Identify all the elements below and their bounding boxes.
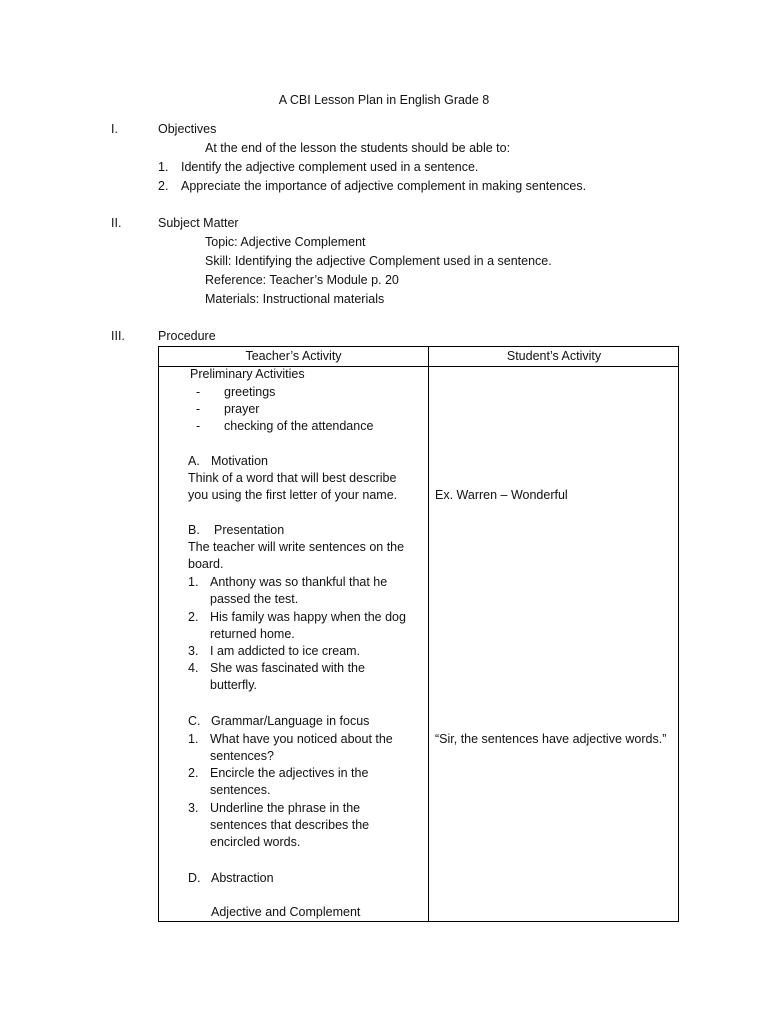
- grammar-letter: C.: [188, 714, 201, 728]
- item-line: Underline the phrase in the: [210, 801, 361, 815]
- section-heading-objectives: Objectives: [158, 122, 217, 136]
- column-divider: [428, 347, 429, 921]
- objective-text: Appreciate the importance of adjective complement in making sentences.: [181, 179, 587, 193]
- presentation-heading: Presentation: [214, 523, 285, 537]
- dash-bullet: -: [196, 419, 201, 433]
- presentation-text-line: The teacher will write sentences on the: [188, 540, 405, 554]
- objective-number: 1.: [158, 160, 169, 174]
- header-teacher-activity: Teacher’s Activity: [245, 349, 342, 363]
- item-line: I am addicted to ice cream.: [210, 644, 361, 658]
- item-line: passed the test.: [210, 592, 299, 606]
- item-number: 1.: [188, 732, 199, 746]
- item-number: 2.: [188, 766, 199, 780]
- item-number: 3.: [188, 644, 199, 658]
- document-title: A CBI Lesson Plan in English Grade 8: [278, 93, 490, 107]
- subject-reference: Reference: Teacher’s Module p. 20: [205, 273, 399, 287]
- item-line: Encircle the adjectives in the: [210, 766, 369, 780]
- objective-number: 2.: [158, 179, 169, 193]
- preliminary-item-text: checking of the attendance: [224, 419, 374, 433]
- subject-materials: Materials: Instructional materials: [205, 292, 385, 306]
- header-student-activity: Student’s Activity: [506, 349, 602, 363]
- item-number: 3.: [188, 801, 199, 815]
- item-line: His family was happy when the dog: [210, 610, 406, 624]
- item-line: encircled words.: [210, 835, 301, 849]
- preliminary-item-text: greetings: [224, 385, 276, 399]
- subject-skill: Skill: Identifying the adjective Complement used in a sentence.: [205, 254, 552, 268]
- item-line: sentences.: [210, 783, 271, 797]
- item-number: 1.: [188, 575, 199, 589]
- section-numeral-procedure: III.: [111, 329, 125, 343]
- section-heading-procedure: Procedure: [158, 329, 216, 343]
- item-line: sentences that describes the: [210, 818, 370, 832]
- item-line: butterfly.: [210, 678, 258, 692]
- presentation-text-line: board.: [188, 557, 224, 571]
- abstraction-heading: Abstraction: [211, 871, 274, 885]
- grammar-heading: Grammar/Language in focus: [211, 714, 370, 728]
- item-line: She was fascinated with the: [210, 661, 365, 675]
- item-number: 4.: [188, 661, 199, 675]
- student-response-motivation: Ex. Warren – Wonderful: [435, 488, 568, 502]
- item-line: sentences?: [210, 749, 274, 763]
- motivation-heading: Motivation: [211, 454, 268, 468]
- preliminary-item-text: prayer: [224, 402, 260, 416]
- section-numeral-subject-matter: II.: [111, 216, 122, 230]
- motivation-text-line: you using the first letter of your name.: [188, 488, 398, 502]
- item-line: returned home.: [210, 627, 295, 641]
- dash-bullet: -: [196, 385, 201, 399]
- procedure-table: [158, 346, 679, 922]
- section-numeral-objectives: I.: [111, 122, 118, 136]
- abstraction-subheading: Adjective and Complement: [211, 905, 361, 919]
- dash-bullet: -: [196, 402, 201, 416]
- subject-topic: Topic: Adjective Complement: [205, 235, 366, 249]
- motivation-text-line: Think of a word that will best describe: [188, 471, 397, 485]
- student-response-grammar: “Sir, the sentences have adjective words.”: [435, 732, 667, 746]
- item-line: Anthony was so thankful that he: [210, 575, 388, 589]
- presentation-letter: B.: [188, 523, 200, 537]
- section-heading-subject-matter: Subject Matter: [158, 216, 239, 230]
- motivation-letter: A.: [188, 454, 200, 468]
- preliminary-heading: Preliminary Activities: [190, 367, 305, 381]
- item-number: 2.: [188, 610, 199, 624]
- item-line: What have you noticed about the: [210, 732, 393, 746]
- objectives-intro: At the end of the lesson the students should be able to:: [205, 141, 511, 155]
- abstraction-letter: D.: [188, 871, 201, 885]
- objective-text: Identify the adjective complement used in a sentence.: [181, 160, 479, 174]
